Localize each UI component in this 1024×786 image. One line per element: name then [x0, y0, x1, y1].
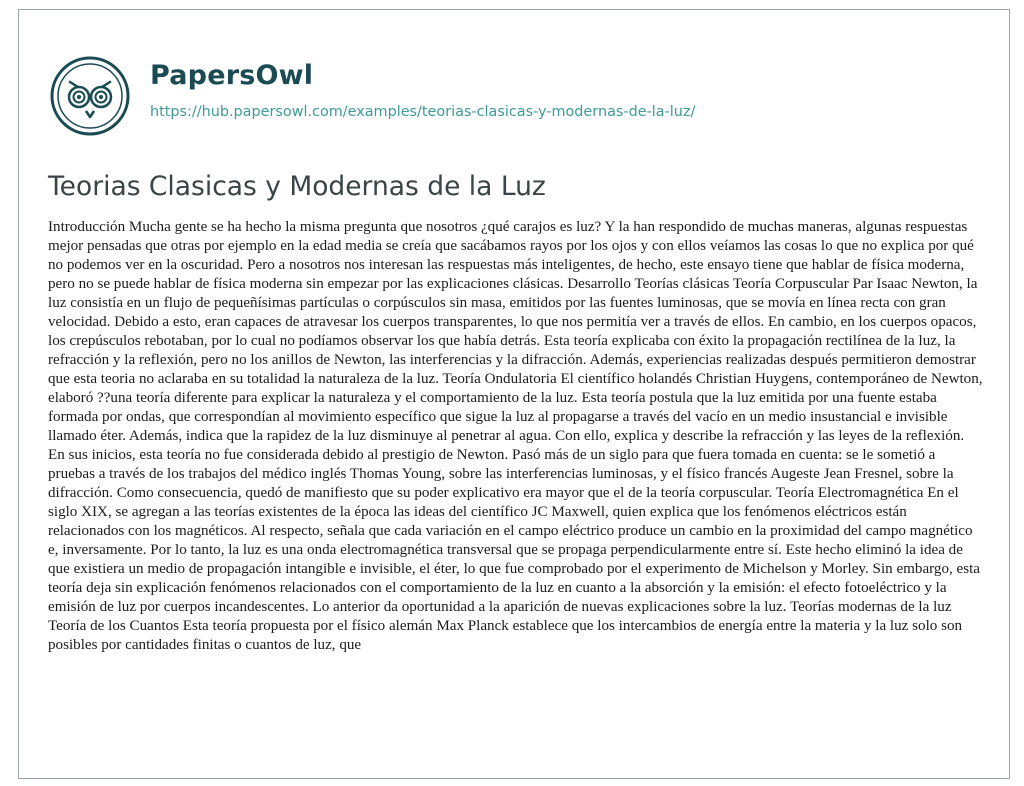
source-url[interactable]: https://hub.papersowl.com/examples/teorias-clasicas-y-modernas-de-la-luz/: [150, 104, 696, 120]
brand-name: PapersOwl: [150, 60, 314, 91]
page-title: Teorias Clasicas y Modernas de la Luz: [48, 171, 546, 202]
header: [50, 56, 990, 140]
article-body: Introducción Mucha gente se ha hecho la misma pregunta que nosotros ¿qué carajos es luz? Y la han respondido de muchas maneras, algunas respuestas mejor pensadas que otras por ejemplo en la edad media se creía que sacábamos rayos por los ojos y con ellos veíamos las cosas lo que no explica por qué no podemos ver en la oscuridad. Pero a nosotros nos interesan las respuestas más inteligentes, de hecho, este ensayo tiene que hablar de física moderna, pero no se puede hablar de física moderna sin empezar por las explicaciones clásicas. Desarrollo Teorías clásicas Teoría Corpuscular Par Isaac Newton, la luz consistía en un flujo de pequeñísimas partículas o corpúsculos sin masa, emitidos por las fuentes luminosas, que se movía en línea recta con gran velocidad. Debido a esto, eran capaces de atravesar los cuerpos transparentes, lo que nos permitía ver a través de ellos. En cambio, en los cuerpos opacos, los crepúsculos rebotaban, por lo cual no podíamos observar los que había detrás. Esta teoría explicaba con éxito la propagación rectilínea de la luz, la refracción y la reflexión, pero no los anillos de Newton, las interferencias y la difracción. Además, experiencias realizadas después permitieron demostrar que esta teoria no aclaraba en su totalidad la naturaleza de la luz. Teoría Ondulatoria El científico holandés Christian Huygens, contemporáneo de Newton, elaboró ??una teoría diferente para explicar la naturaleza y el comportamiento de la luz. Esta teoría postula que la luz emitida por una fuente estaba formada por ondas, que correspondían al movimiento específico que sigue la luz al propagarse a través del vacío en un medio insustancial e invisible llamado éter. Además, indica que la rapidez de la luz disminuye al penetrar al agua. Con ello, explica y describe la refracción y las leyes de la reflexión. En sus inicios, esta teoría no fue considerada debido al prestigio de Newton. Pasó más de un siglo para que fuera tomada en cuenta: se le sometió a pruebas a través de los trabajos del médico inglés Thomas Young, sobre las interferencias luminosas, y el físico francés Augeste Jean Fresnel, sobre la difracción. Como consecuencia, quedó de manifiesto que su poder explicativo era mayor que el de la teoría corpuscular. Teoría Electromagnética En el siglo XIX, se agregan a las teorías existentes de la época las ideas del científico JC Maxwell, quien explica que los fenómenos eléctricos están relacionados con los magnéticos. Al respecto, señala que cada variación en el campo eléctrico produce un cambio en la proximidad del campo magnético e, inversamente. Por lo tanto, la luz es una onda electromagnética transversal que se propaga perpendicularmente entre sí. Este hecho eliminó la idea de que existiera un medio de propagación intangible e invisible, el éter, lo que fue comprobado por el experimento de Michelson y Morley. Sin embargo, esta teoría deja sin explicación fenómenos relacionados con el comportamiento de la luz en cuanto a la absorción y la emisión: el efecto fotoeléctrico y la emisión de luz por cuerpos incandescentes. Lo anterior da oportunidad a la aparición de nuevas explicaciones sobre la luz. Teorías modernas de la luz Teoría de los Cuantos Esta teoría propuesta por el físico alemán Max Planck establece que los intercambios de energía entre la materia y la luz solo son posibles por cantidades finitas o cuantos de luz, que: [48, 219, 983, 653]
owl-logo-icon: [50, 56, 130, 136]
